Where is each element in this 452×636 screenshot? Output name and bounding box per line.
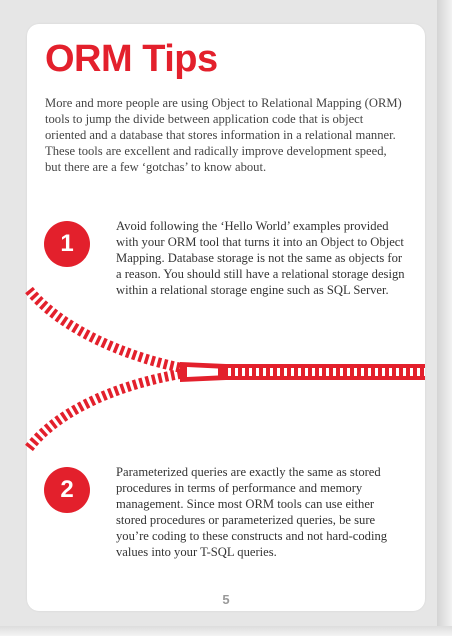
tip-text: Avoid following the ‘Hello World’ examples provided with your ORM tool that turns it into an Object to Object Mapping. Database storage is not the same as objects for a reason. You should still have a relational storage design within a relational storage engine such as SQL Server.: [116, 219, 405, 297]
intro-paragraph: More and more people are using Object to Relational Mapping (ORM) tools to jump the divide between application code that is object oriented and a database that stores information in a relational manner. These tools are excellent and radically improve development speed, but there are a few ‘gotchas’ to know about.: [45, 96, 402, 174]
zipper-closed-teeth: [226, 364, 425, 380]
tip-number-badge: 2: [44, 467, 90, 513]
zipper-slider-window: [187, 367, 218, 377]
page-bottom-edge: [0, 626, 452, 636]
zipper-graphic: [0, 270, 452, 470]
page-number: 5: [222, 592, 230, 607]
zipper-upper-tape: [29, 290, 192, 370]
tip-text: Parameterized queries are exactly the same as stored procedures in terms of performance and memory management. Since most ORM tools can use either stored procedures or parameterized queries, be sure you’re coding to these constructs and not hard-coding values into your T-SQL queries.: [116, 465, 388, 559]
tip-number-badge: 1: [44, 221, 90, 267]
page-title: ORM Tips: [45, 38, 218, 80]
zipper-lower-tape: [29, 372, 192, 448]
